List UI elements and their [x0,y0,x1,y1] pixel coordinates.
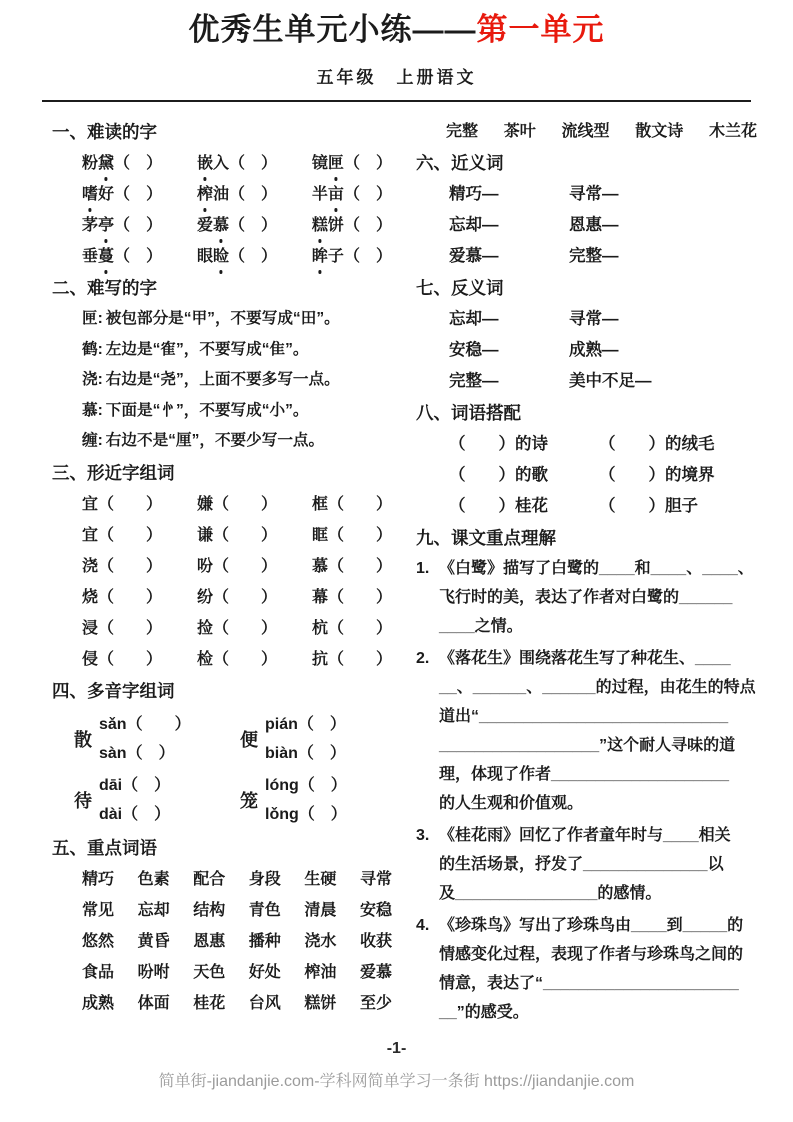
antonym-pair-row-right: 成熟— [569,341,619,359]
grade-subtitle: 五年级 上册语文 [316,68,477,87]
antonym-pair-row-left: 完整— [449,372,499,390]
polyphone-reading: pián（ ） [265,715,346,733]
key-word: 播种 [248,932,281,950]
polyphone-reading: lóng（ ） [265,776,347,794]
item-line: __、______、______的过程，由花生的特点 [439,679,756,696]
similar-char-item: 捡（ ） [196,619,277,637]
polyphone-character: 笼 [240,790,258,811]
emphasized-char: 糕 [312,210,328,241]
section-title-hard-read: 一、难读的字 [52,122,157,142]
hard-read-word: 镜匣（ ） [312,148,392,179]
key-word: 安稳 [359,901,392,919]
item-lines [439,911,757,1027]
item-line: ____之情。 [439,618,523,635]
similar-char-item: 幕（ ） [311,588,392,606]
section-title-antonyms: 七、反义词 [416,278,504,298]
synonym-pair-row-right: 完整— [569,247,619,265]
item-number: 3. [416,827,430,844]
key-word-row [52,957,392,988]
key-word: 色素 [137,870,170,888]
item-line: 《珍珠鸟》写出了珍珠鸟由____到_____的 [439,917,744,934]
hard-read-word: 糕饼（ ） [312,210,392,241]
similar-char-item: 宜（ ） [82,526,163,544]
hard-read-word: 眸子（ ） [312,241,392,272]
polyphone-reading: biàn（ ） [265,744,346,762]
key-word: 浇水 [304,932,337,950]
antonym-pair-row-right: 美中不足— [569,372,652,390]
similar-char-item: 吩（ ） [196,557,277,575]
item-line: 飞行时的美，表达了作者对白鹭的______ [439,589,733,606]
polyphone-block [240,710,392,768]
key-word: 恩惠 [193,932,226,950]
similar-char-row [52,520,392,551]
hard-read-word: 茅亭（ ） [82,210,162,241]
collocation-pair-row-right: （ ）的绒毛 [599,435,715,453]
key-word-row [52,895,392,926]
note-lead-char: 匣: [82,310,103,327]
page-title [0,12,793,48]
antonym-pair-row-left: 忘却— [449,310,499,328]
note-body: 右边不是“厘”，不要少写一点。 [105,432,325,449]
antonym-rows [416,304,757,397]
hard-read-row [52,179,392,210]
collocation-pair-row [416,429,757,460]
similar-char-row [52,613,392,644]
collocation-pair-row [416,460,757,491]
note-lead-char: 浇: [82,371,103,388]
polyphone-reading: sàn（ ） [99,744,175,762]
hard-write-note [52,304,392,335]
item-number: 2. [416,650,430,667]
hard-write-lines [52,304,392,457]
collocation-pair-row-right: （ ）的境界 [599,466,715,484]
polyphone-character: 待 [74,790,92,811]
antonym-pair-row-left: 安稳— [449,341,499,359]
item-line: __________________”这个耐人寻味的道 [439,737,736,754]
key-word: 生硬 [304,870,337,888]
item-lines [439,644,757,818]
similar-char-item: 框（ ） [311,495,392,513]
similar-char-item: 纷（ ） [196,588,277,606]
polyphone-character: 便 [240,729,258,750]
key-word: 体面 [137,994,170,1012]
collocation-pair-row-left: （ ）桂花 [449,497,548,515]
key-word-row [416,116,757,147]
item-line: 的人生观和价值观。 [439,795,584,812]
note-lead-char: 鹤: [82,340,103,358]
item-line: 的生活场景，抒发了______________以 [439,856,724,873]
key-word: 食品 [82,963,115,981]
synonym-pair-row-left: 精巧— [449,185,499,203]
key-word: 成熟 [82,994,115,1012]
similar-char-item: 谦（ ） [196,526,277,544]
polyphone-block [74,771,226,829]
polyphone-row [52,771,392,829]
key-word: 流线型 [561,123,610,140]
polyphone-row [52,710,392,768]
key-word: 收获 [359,932,392,950]
key-word: 桂花 [193,994,226,1012]
note-body: 下面是“㣺”，不要写成“小”。 [105,401,309,419]
polyphone-reading: lǒng（ ） [265,805,347,823]
hard-read-word: 垂蔓（ ） [82,241,162,272]
hard-read-word: 嗜好（ ） [82,179,162,210]
similar-char-row [52,551,392,582]
emphasized-char: 匣 [328,148,344,179]
item-lines [439,554,757,641]
key-word: 台风 [248,994,281,1012]
key-word-rows [52,864,392,1019]
polyphone-reading: dāi（ ） [99,776,171,794]
synonym-pair-row-right: 恩惠— [569,216,619,234]
comprehension-item [416,821,757,908]
polyphone-readings [265,710,346,768]
key-word: 爱慕 [359,963,392,981]
polyphone-block [240,771,392,829]
comprehension-item [416,911,757,1027]
polyphone-rows [52,710,392,829]
page-title-black: 优秀生单元小练—— [188,12,477,47]
collocation-rows [416,429,757,522]
emphasized-char: 慕 [213,210,229,241]
right-column [416,116,757,1030]
note-body: 被包部分是“甲”，不要写成“田”。 [105,310,340,327]
section-title-synonyms: 六、近义词 [416,153,504,173]
synonym-pair-row-right: 寻常— [569,185,619,203]
key-word: 木兰花 [708,123,757,140]
similar-char-item: 杭（ ） [311,619,392,637]
hard-write-note [52,335,392,366]
polyphone-readings [265,771,347,829]
key-word: 常见 [82,901,115,919]
emphasized-char: 眸 [312,241,328,272]
hard-read-word: 眼睑（ ） [197,241,277,272]
similar-char-row [52,644,392,675]
emphasized-char: 榨 [197,179,213,210]
polyphone-readings [99,710,191,768]
hard-read-word: 半亩（ ） [312,179,392,210]
item-line: 《白鹭》描写了白鹭的____和____、____、 [439,560,754,577]
key-word-continuation-row [416,116,757,147]
section-title-comprehension: 九、课文重点理解 [416,528,556,548]
emphasized-char: 嵌 [197,148,213,179]
hard-read-word: 榨油（ ） [197,179,277,210]
key-word: 忘却 [137,901,170,919]
emphasized-char: 黛 [98,148,114,179]
collocation-pair-row-left: （ ）的歌 [449,466,548,484]
antonym-pair-row [416,335,757,366]
polyphone-block [74,710,226,768]
item-line: 道出“____________________________ [439,708,729,725]
key-word: 黄昏 [137,932,170,950]
page-title-red: 第一单元 [476,12,605,47]
synonym-pair-row-left: 爱慕— [449,247,499,265]
similar-char-item: 眶（ ） [311,526,392,544]
key-word: 青色 [248,901,281,919]
key-word: 悠然 [82,932,115,950]
polyphone-character: 散 [74,729,92,750]
item-number: 4. [416,917,430,934]
key-word-row [52,864,392,895]
key-word-row [52,926,392,957]
item-lines [439,821,757,908]
hard-read-word: 粉黛（ ） [82,148,162,179]
section-title-collocation: 八、词语搭配 [416,403,521,423]
comprehension-item [416,644,757,818]
collocation-pair-row-right: （ ）胆子 [599,497,698,515]
polyphone-reading: sǎn（ ） [99,715,191,733]
synonym-pair-row [416,241,757,272]
polyphone-readings [99,771,170,829]
item-line: 《落花生》围绕落花生写了种花生、____ [439,650,731,667]
similar-char-item: 检（ ） [196,650,277,668]
emphasized-char: 亭 [98,210,114,241]
key-word: 糕饼 [304,994,337,1012]
page-number: -1- [386,1040,407,1057]
key-word: 精巧 [82,870,115,888]
antonym-pair-row-right: 寻常— [569,310,619,328]
key-word: 完整 [446,123,479,140]
emphasized-char: 嗜 [82,179,98,210]
hard-read-word: 爱慕（ ） [197,210,277,241]
note-lead-char: 慕: [82,401,103,419]
antonym-pair-row [416,304,757,335]
emphasized-char: 睑 [213,241,229,272]
left-column [52,116,392,1019]
item-line: 情感变化过程，表现了作者与珍珠鸟之间的 [439,946,744,963]
key-word: 至少 [359,994,392,1012]
similar-char-item: 慕（ ） [311,557,392,575]
item-line: 《桂花雨》回忆了作者童年时与____相关 [439,827,731,844]
similar-char-row [52,489,392,520]
hard-read-row [52,241,392,272]
synonym-pair-row [416,210,757,241]
item-line: 及________________的感情。 [439,885,662,902]
watermark-text: 简单街-jiandanjie.com-学科网简单学习一条街 https://jiandanjie.com [158,1073,635,1090]
similar-char-item: 宜（ ） [82,495,163,513]
emphasized-char: 蔓 [98,241,114,272]
hard-read-row [52,148,392,179]
note-lead-char: 缠: [82,432,103,449]
hard-read-word: 嵌入（ ） [197,148,277,179]
item-line: 理，体现了作者____________________ [439,766,729,783]
item-number: 1. [416,560,430,577]
key-word: 榨油 [304,963,337,981]
key-word: 茶叶 [503,123,536,140]
section-title-key-words: 五、重点词语 [52,837,157,858]
similar-char-item: 侵（ ） [82,650,163,668]
key-word: 配合 [193,870,226,888]
comprehension-item [416,554,757,641]
similar-char-item: 抗（ ） [311,650,392,668]
hard-read-rows [52,148,392,272]
key-word: 寻常 [359,870,392,888]
header [0,0,793,102]
hard-write-note [52,426,392,457]
item-line: __”的感受。 [439,1004,529,1021]
key-word: 结构 [193,901,226,919]
similar-char-item: 嫌（ ） [196,495,277,513]
antonym-pair-row [416,366,757,397]
emphasized-char: 亩 [328,179,344,210]
key-word: 天色 [193,963,226,981]
key-word-row [52,988,392,1019]
collocation-pair-row [416,491,757,522]
key-word: 清晨 [304,901,337,919]
key-word: 散文诗 [635,123,684,140]
note-body: 右边是“尧”，上面不要多写一点。 [105,371,340,388]
item-line: 情意，表达了“______________________ [439,975,739,992]
key-word: 好处 [248,963,281,981]
similar-char-item: 浇（ ） [82,557,163,575]
two-column-body [0,102,793,1030]
hard-write-note [52,396,392,427]
comprehension-items [416,554,757,1027]
collocation-pair-row-left: （ ）的诗 [449,435,548,453]
similar-char-row [52,582,392,613]
note-body: 左边是“隺”，不要写成“隹”。 [105,340,309,358]
synonym-pair-row-left: 忘却— [449,216,499,234]
key-word: 身段 [248,870,281,888]
polyphone-reading: dài（ ） [99,805,171,823]
similar-char-item: 浸（ ） [82,619,163,637]
similar-char-rows [52,489,392,675]
hard-write-note [52,365,392,396]
section-title-hard-write: 二、难写的字 [52,278,157,298]
synonym-pair-row [416,179,757,210]
hard-read-row [52,210,392,241]
similar-char-item: 烧（ ） [82,588,163,606]
section-title-polyphone: 四、多音字组词 [52,680,175,701]
key-word: 吩咐 [137,963,170,981]
section-title-similar-chars: 三、形近字组词 [52,462,175,483]
synonym-rows [416,179,757,272]
